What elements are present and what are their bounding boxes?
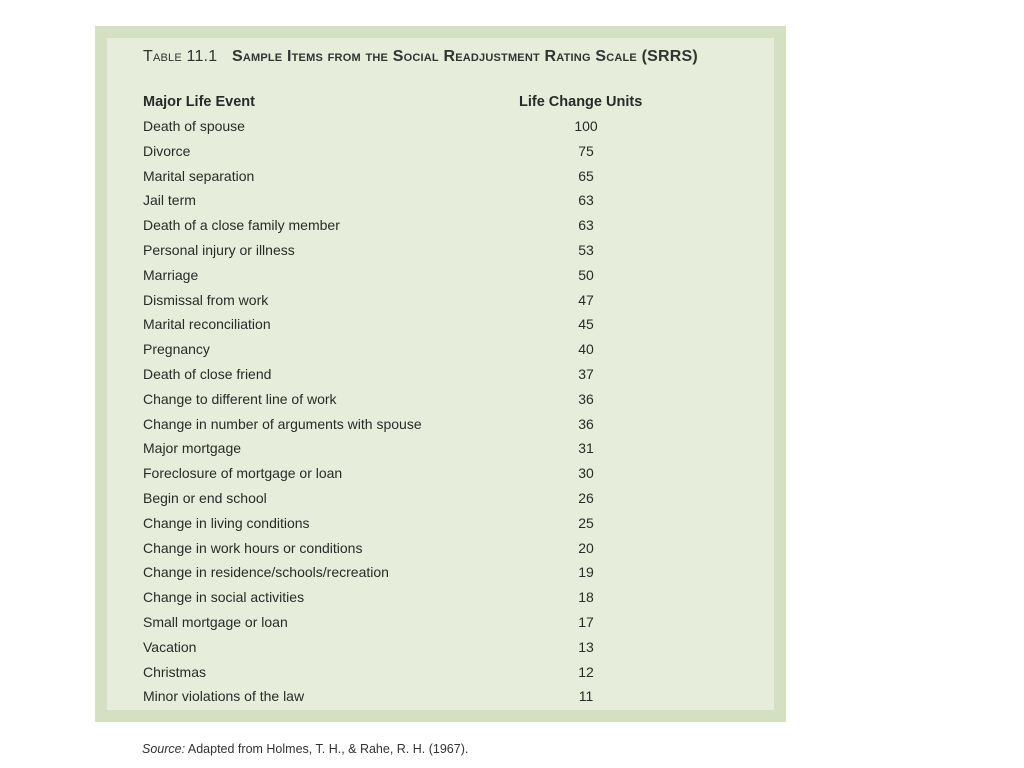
event-cell: Pregnancy: [143, 341, 210, 358]
event-cell: Major mortgage: [143, 440, 242, 457]
units-cell: 17: [578, 613, 594, 630]
table-panel: [107, 38, 774, 710]
table-row: [143, 639, 743, 664]
event-cell: Change to different line of work: [143, 390, 337, 407]
table-heading: Sample Items from the Social Readjustment Rating Scale (SRRS): [231, 48, 698, 65]
event-cell: Death of close friend: [143, 365, 272, 382]
table-row: [143, 465, 743, 490]
units-cell: 25: [578, 514, 594, 531]
units-cell: 75: [578, 142, 594, 159]
units-cell: 19: [578, 564, 594, 581]
table-row: [143, 267, 743, 292]
event-cell: Change in social activities: [143, 589, 305, 606]
table-row: [143, 242, 743, 267]
source-text: Adapted from Holmes, T. H., & Rahe, R. H. (1967).: [187, 742, 469, 756]
column-header-units: Life Change Units: [519, 94, 643, 110]
units-cell: 18: [578, 589, 594, 606]
units-cell: 31: [578, 440, 594, 457]
table-row: [143, 515, 743, 540]
table-row: [143, 168, 743, 193]
table-row: [143, 540, 743, 565]
event-cell: Dismissal from work: [143, 291, 269, 308]
units-cell: 30: [578, 465, 594, 482]
event-cell: Change in number of arguments with spouse: [143, 415, 422, 432]
table-row: [143, 589, 743, 614]
table-row: [143, 292, 743, 317]
event-cell: Change in residence/schools/recreation: [143, 564, 389, 581]
event-cell: Marriage: [143, 266, 199, 283]
units-cell: 53: [578, 241, 594, 258]
table-row: [143, 192, 743, 217]
column-header-event: Major Life Event: [143, 94, 255, 110]
units-cell: 65: [578, 167, 594, 184]
event-cell: Marital reconciliation: [143, 316, 271, 333]
table-body: [143, 118, 743, 713]
table-row: [143, 564, 743, 589]
event-cell: Personal injury or illness: [143, 241, 295, 258]
table-row: [143, 316, 743, 341]
event-cell: Vacation: [143, 638, 197, 655]
units-cell: 50: [578, 266, 594, 283]
units-cell: 36: [578, 390, 594, 407]
table-row: [143, 440, 743, 465]
event-cell: Jail term: [143, 192, 196, 209]
units-cell: 37: [578, 365, 594, 382]
event-cell: Marital separation: [143, 167, 255, 184]
table-row: [143, 366, 743, 391]
table-title: [143, 48, 698, 66]
table-row: [143, 143, 743, 168]
units-cell: 26: [578, 489, 594, 506]
units-cell: 47: [578, 291, 594, 308]
table-row: [143, 688, 743, 713]
units-cell: 45: [578, 316, 594, 333]
table-row: [143, 341, 743, 366]
event-cell: Death of a close family member: [143, 217, 340, 234]
source-label: Source:: [142, 742, 186, 756]
table-label: Table 11.1: [143, 48, 218, 65]
units-cell: 63: [578, 217, 594, 234]
event-cell: Divorce: [143, 142, 191, 159]
event-cell: Begin or end school: [143, 489, 267, 506]
event-cell: Foreclosure of mortgage or loan: [143, 465, 343, 482]
units-cell: 20: [578, 539, 594, 556]
units-cell: 36: [578, 415, 594, 432]
event-cell: Small mortgage or loan: [143, 613, 288, 630]
units-cell: 40: [578, 341, 594, 358]
event-cell: Death of spouse: [143, 118, 245, 134]
units-cell: 11: [578, 688, 594, 705]
table-row: [143, 490, 743, 515]
event-cell: Christmas: [143, 663, 207, 680]
event-cell: Change in living conditions: [143, 514, 310, 531]
units-cell: 63: [578, 192, 594, 209]
units-cell: 13: [578, 638, 594, 655]
table-row: [143, 391, 743, 416]
event-cell: Change in work hours or conditions: [143, 539, 363, 556]
units-cell: 12: [578, 663, 594, 680]
units-cell: 100: [574, 118, 598, 134]
table-row: [143, 118, 743, 143]
table-row: [143, 217, 743, 242]
event-cell: Minor violations of the law: [143, 688, 305, 705]
table-row: [143, 614, 743, 639]
table-frame: [95, 26, 786, 722]
source-note: [142, 742, 468, 756]
table-row: [143, 416, 743, 441]
table-row: [143, 664, 743, 689]
